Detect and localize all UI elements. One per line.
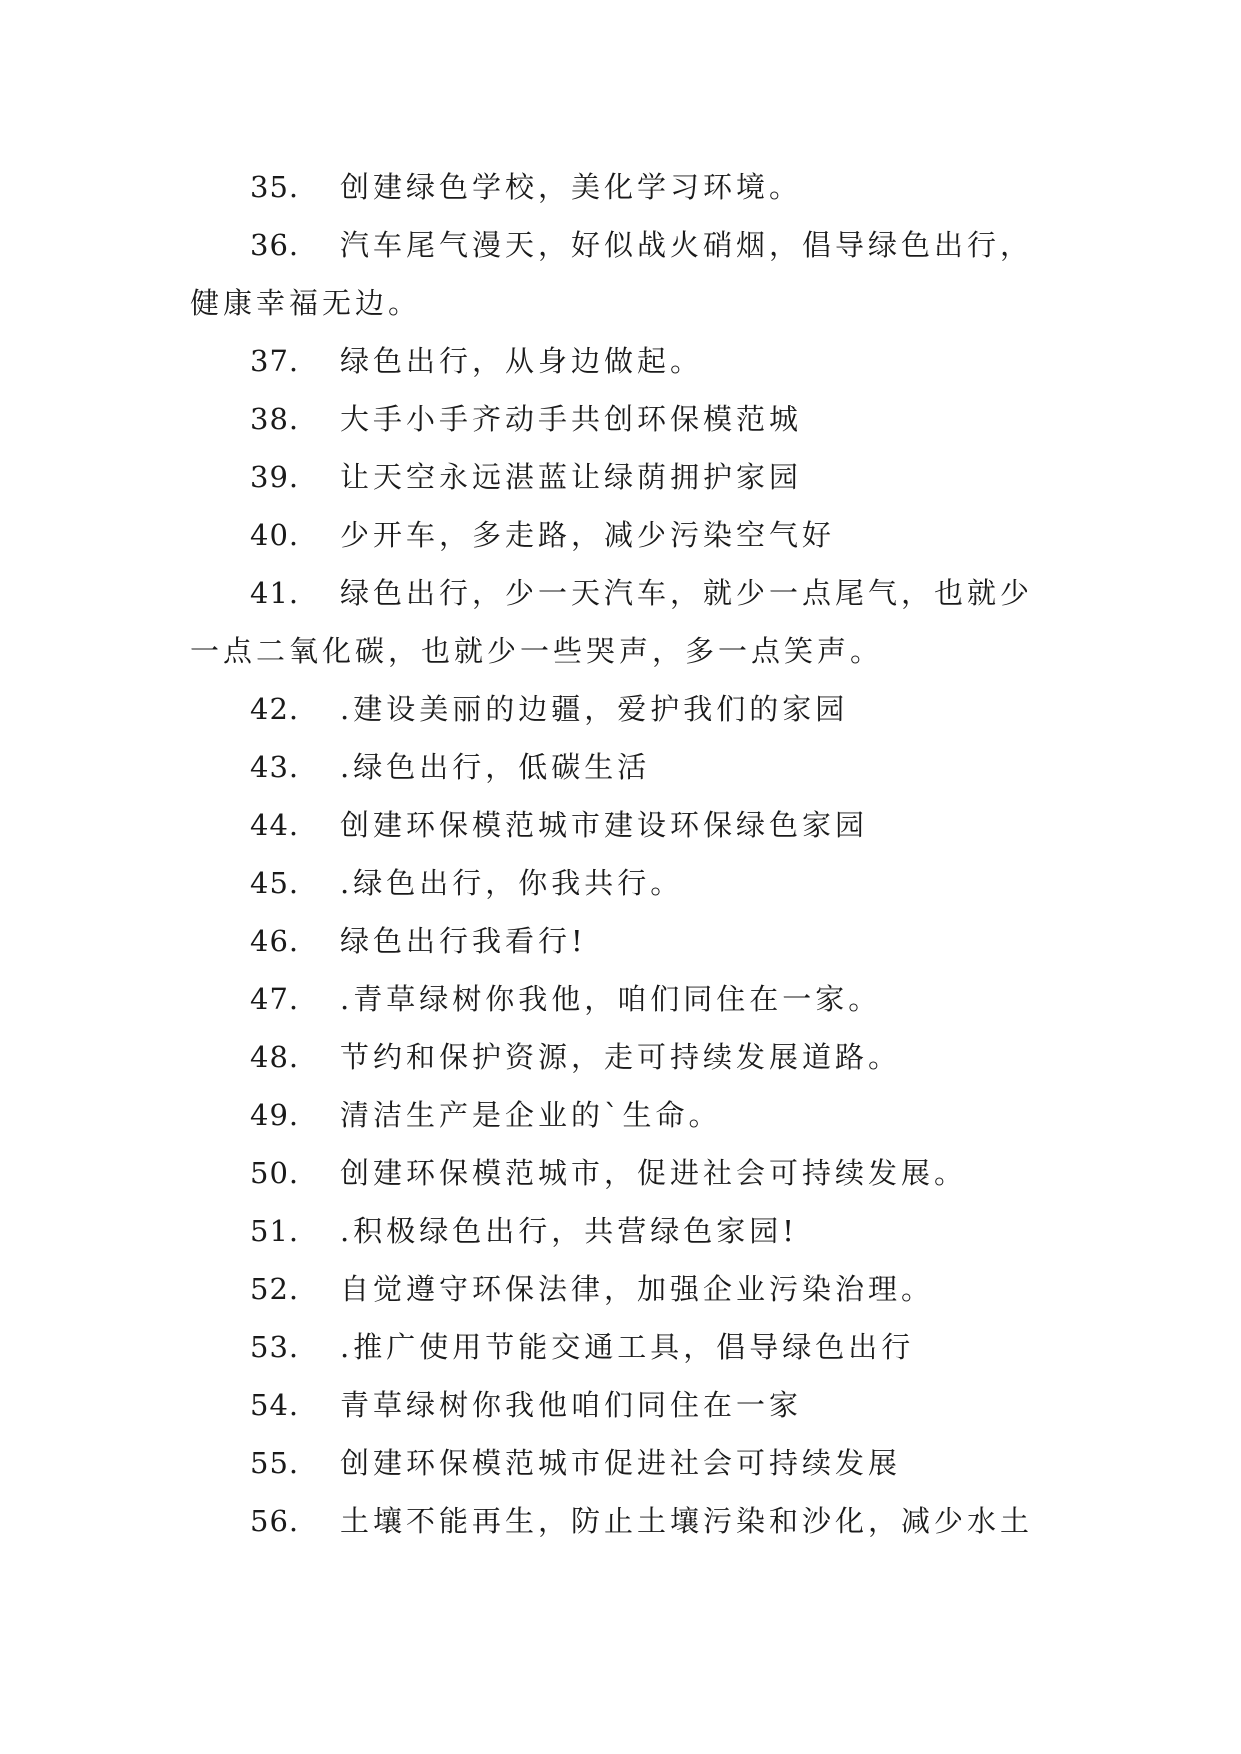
list-item [190, 796, 1060, 854]
item-number: 48. [250, 1040, 300, 1074]
list-item [190, 1434, 1060, 1492]
item-number: 37. [250, 344, 300, 378]
item-text: .绿色出行，低碳生活 [340, 750, 651, 784]
item-text: 绿色出行我看行! [340, 924, 587, 958]
list-item [190, 1202, 1060, 1260]
list-item [190, 1086, 1060, 1144]
item-text: 少开车，多走路，减少污染空气好 [340, 518, 836, 552]
item-number: 47. [250, 982, 300, 1016]
item-number: 42. [250, 692, 300, 726]
item-text: 土壤不能再生，防止土壤污染和沙化，减少水土 [340, 1504, 1034, 1538]
item-number: 44. [250, 808, 300, 842]
list-item [190, 1376, 1060, 1434]
item-text: 自觉遵守环保法律，加强企业污染治理。 [340, 1272, 935, 1306]
item-number: 49. [250, 1098, 300, 1132]
item-text: 节约和保护资源，走可持续发展道路。 [340, 1040, 902, 1074]
item-number: 52. [250, 1272, 300, 1306]
item-text: 创建环保模范城市，促进社会可持续发展。 [340, 1156, 968, 1190]
item-number: 40. [250, 518, 300, 552]
item-number: 45. [250, 866, 300, 900]
list-item [190, 1028, 1060, 1086]
list-item [190, 1318, 1060, 1376]
list-item [190, 448, 1060, 506]
slogan-list [190, 158, 1060, 1550]
item-number: 50. [250, 1156, 300, 1190]
item-number: 39. [250, 460, 300, 494]
list-item [190, 854, 1060, 912]
list-item [190, 680, 1060, 738]
item-text: 青草绿树你我他咱们同住在一家 [340, 1388, 803, 1422]
item-number: 46. [250, 924, 300, 958]
list-item [190, 1144, 1060, 1202]
item-text: .积极绿色出行，共营绿色家园! [340, 1214, 798, 1248]
list-item [190, 1492, 1060, 1550]
item-text: 绿色出行，从身边做起。 [340, 344, 704, 378]
item-text: .建设美丽的边疆，爱护我们的家园 [340, 692, 849, 726]
item-text: 大手小手齐动手共创环保模范城 [340, 402, 803, 436]
item-text: 让天空永远湛蓝让绿荫拥护家园 [340, 460, 803, 494]
item-number: 55. [250, 1446, 300, 1480]
item-text: 创建绿色学校，美化学习环境。 [340, 170, 803, 204]
item-text: 创建环保模范城市促进社会可持续发展 [340, 1446, 902, 1480]
item-number: 38. [250, 402, 300, 436]
list-item [190, 1260, 1060, 1318]
item-number: 51. [250, 1214, 300, 1248]
item-number: 35. [250, 170, 300, 204]
item-text: 清洁生产是企业的`生命。 [340, 1098, 722, 1132]
list-item [190, 738, 1060, 796]
item-number: 36. [250, 228, 300, 262]
list-item [190, 970, 1060, 1028]
item-number: 56. [250, 1504, 300, 1538]
item-text: 创建环保模范城市建设环保绿色家园 [340, 808, 869, 842]
list-item [190, 912, 1060, 970]
item-number: 43. [250, 750, 300, 784]
item-number: 54. [250, 1388, 300, 1422]
list-item [190, 216, 1060, 332]
item-text: 绿色出行，少一天汽车，就少一点尾气，也就少一点二氧化碳，也就少一些哭声，多一点笑声。 [190, 576, 1034, 668]
list-item [190, 564, 1060, 680]
list-item [190, 158, 1060, 216]
item-text: .推广使用节能交通工具，倡导绿色出行 [340, 1330, 915, 1364]
item-text: 汽车尾气漫天，好似战火硝烟，倡导绿色出行，健康幸福无边。 [190, 228, 1034, 320]
list-item [190, 332, 1060, 390]
list-item [190, 506, 1060, 564]
list-item [190, 390, 1060, 448]
item-number: 53. [250, 1330, 300, 1364]
item-number: 41. [250, 576, 300, 610]
item-text: .绿色出行，你我共行。 [340, 866, 684, 900]
item-text: .青草绿树你我他，咱们同住在一家。 [340, 982, 882, 1016]
